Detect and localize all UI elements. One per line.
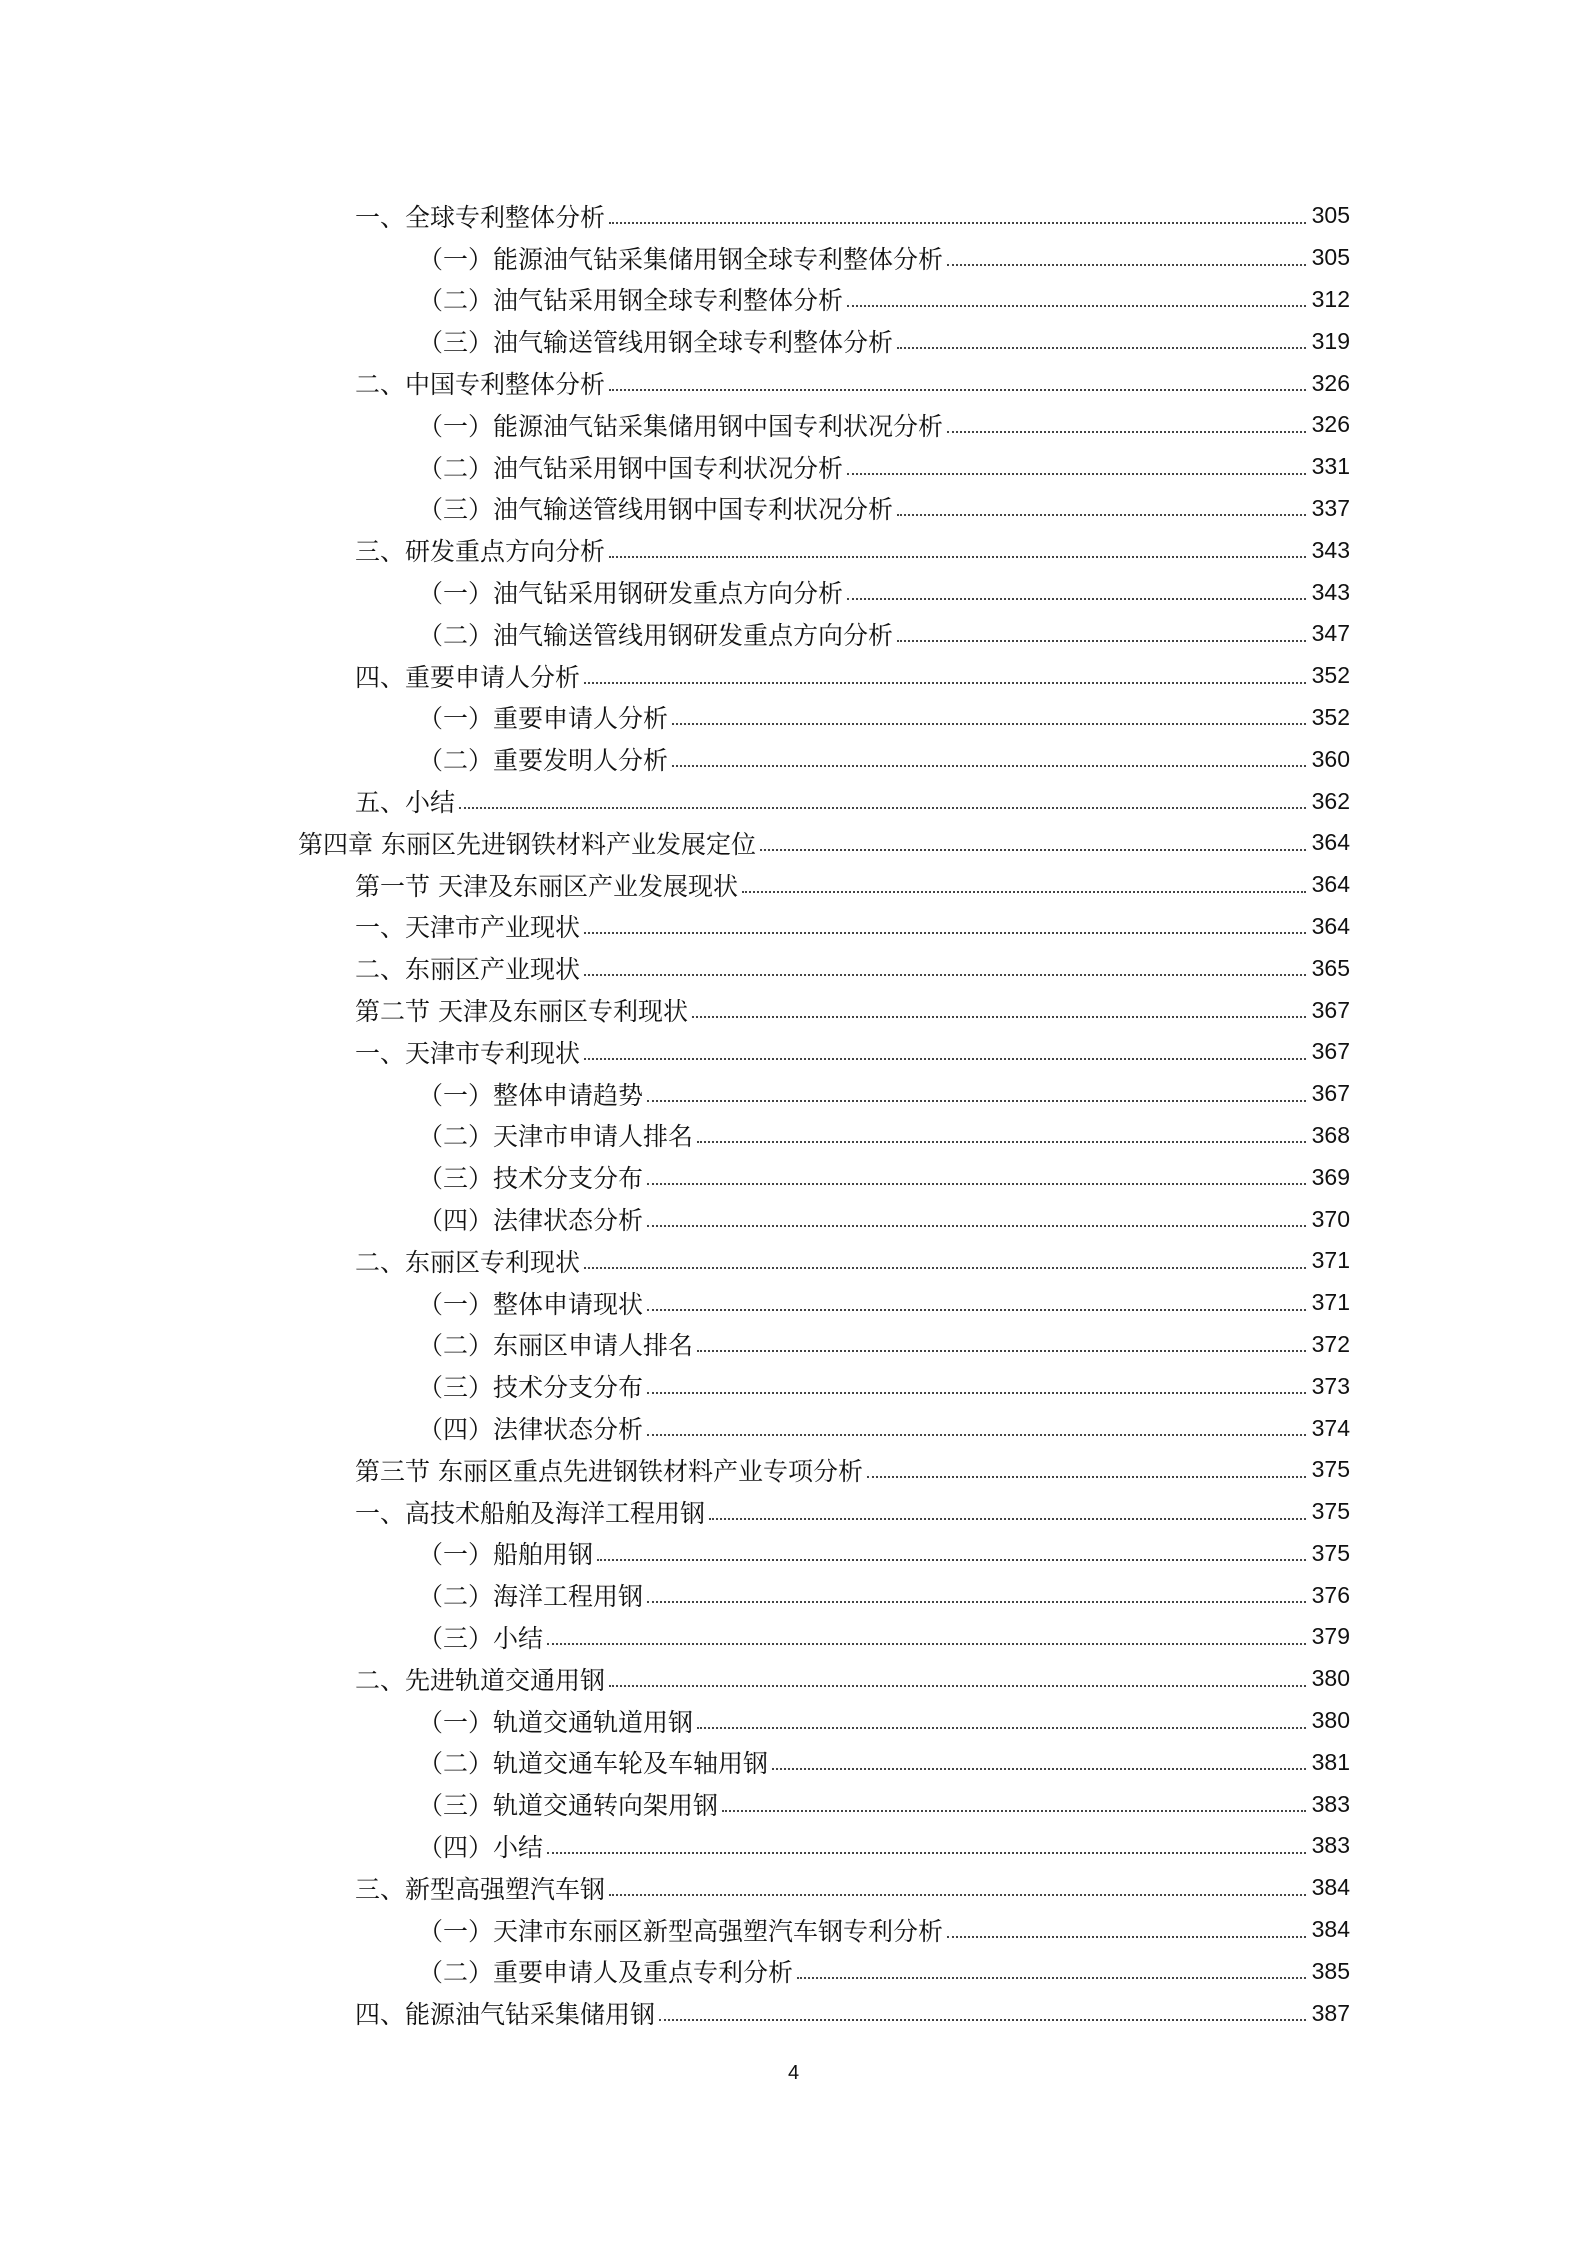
toc-entry-page-number: 331 [1311,453,1350,480]
toc-entry[interactable] [0,947,1587,989]
toc-entry-page-number: 352 [1311,662,1350,689]
toc-entry-page-number: 337 [1311,494,1350,521]
dot-leader [647,1601,1306,1603]
toc-entry-page-number: 319 [1311,327,1350,354]
toc-entry-title: （四）小结 [418,1832,544,1862]
toc-entry-page-number: 360 [1311,745,1350,772]
toc-entry[interactable] [0,279,1587,321]
toc-entry[interactable] [0,404,1587,446]
toc-entry-title: 四、重要申请人分析 [355,662,581,692]
toc-entry[interactable] [0,1783,1587,1825]
toc-entry-title: （二）重要申请人及重点专利分析 [418,1958,794,1988]
toc-entry-page-number: 385 [1311,1957,1350,1984]
toc-entry-page-number: 364 [1311,829,1350,856]
toc-entry-title: 三、研发重点方向分析 [355,537,606,567]
toc-entry[interactable] [0,1867,1587,1909]
toc-entry[interactable] [0,1324,1587,1366]
toc-entry[interactable] [0,1198,1587,1240]
dot-leader [847,473,1306,475]
toc-entry-page-number: 367 [1311,1038,1350,1065]
dot-leader [697,1727,1306,1729]
dot-leader [692,1016,1306,1018]
toc-entry-title: 第一节 天津及东丽区产业发展现状 [355,871,738,901]
toc-entry-title: 二、东丽区专利现状 [355,1247,581,1277]
toc-entry[interactable] [0,1365,1587,1407]
toc-entry[interactable] [0,1240,1587,1282]
toc-entry[interactable] [0,195,1587,237]
toc-entry-page-number: 326 [1311,411,1350,438]
toc-entry[interactable] [0,1407,1587,1449]
dot-leader [609,389,1306,391]
toc-entry-title: 第三节 东丽区重点先进钢铁材料产业专项分析 [355,1456,863,1486]
toc-entry-page-number: 364 [1311,912,1350,939]
toc-entry-title: （一）重要申请人分析 [418,704,669,734]
dot-leader [647,1434,1306,1436]
toc-entry-page-number: 381 [1311,1748,1350,1775]
toc-entry[interactable] [0,655,1587,697]
toc-entry-page-number: 347 [1311,620,1350,647]
toc-entry-title: （二）东丽区申请人排名 [418,1331,694,1361]
toc-entry[interactable] [0,1825,1587,1867]
toc-entry[interactable] [0,613,1587,655]
toc-entry-title: 四、能源油气钻采集储用钢 [355,2000,656,2030]
toc-entry-page-number: 380 [1311,1707,1350,1734]
dot-leader [847,598,1306,600]
dot-leader [584,682,1306,684]
toc-entry-title: （一）能源油气钻采集储用钢全球专利整体分析 [418,244,944,274]
dot-leader [647,1392,1306,1394]
toc-entry[interactable] [0,446,1587,488]
dot-leader [659,2019,1306,2021]
toc-entry-title: （二）重要发明人分析 [418,746,669,776]
toc-entry-page-number: 379 [1311,1623,1350,1650]
toc-entry-title: 五、小结 [355,788,456,818]
toc-entry-page-number: 387 [1311,1999,1350,2026]
toc-entry-page-number: 372 [1311,1330,1350,1357]
dot-leader [947,264,1306,266]
toc-entry[interactable] [0,237,1587,279]
toc-entry[interactable] [0,1031,1587,1073]
toc-entry-title: 一、全球专利整体分析 [355,202,606,232]
toc-entry-title: （一）轨道交通轨道用钢 [418,1707,694,1737]
dot-leader [547,1852,1306,1854]
toc-entry[interactable] [0,1616,1587,1658]
toc-entry-title: （二）海洋工程用钢 [418,1582,644,1612]
toc-entry[interactable] [0,864,1587,906]
toc-entry-page-number: 371 [1311,1247,1350,1274]
toc-entry[interactable] [0,1909,1587,1951]
toc-entry-page-number: 384 [1311,1916,1350,1943]
dot-leader [772,1768,1306,1770]
toc-entry-page-number: 365 [1311,954,1350,981]
dot-leader [609,1894,1306,1896]
toc-entry-page-number: 305 [1311,244,1350,271]
dot-leader [459,807,1306,809]
toc-entry-page-number: 370 [1311,1205,1350,1232]
dot-leader [597,1559,1306,1561]
toc-entry[interactable] [0,1156,1587,1198]
toc-entry-title: （二）油气钻采用钢中国专利状况分析 [418,453,844,483]
toc-entry[interactable] [0,488,1587,530]
toc-entry[interactable] [0,780,1587,822]
toc-entry-title: （二）油气输送管线用钢研发重点方向分析 [418,620,894,650]
toc-entry-title: （四）法律状态分析 [418,1415,644,1444]
toc-entry[interactable] [0,362,1587,404]
toc-entry[interactable] [0,1282,1587,1324]
toc-entry-title: （一）能源油气钻采集储用钢中国专利状况分析 [418,411,944,441]
dot-leader [897,514,1306,516]
toc-entry[interactable] [0,1491,1587,1533]
dot-leader [697,1141,1306,1143]
dot-leader [947,431,1306,433]
toc-entry-page-number: 305 [1311,202,1350,229]
dot-leader [897,347,1306,349]
toc-entry-page-number: 373 [1311,1372,1350,1399]
toc-entry-title: 第四章 东丽区先进钢铁材料产业发展定位 [298,829,756,859]
toc-entry-page-number: 367 [1311,1080,1350,1107]
toc-entry[interactable] [0,320,1587,362]
toc-entry-title: （二）天津市申请人排名 [418,1122,694,1152]
toc-entry-page-number: 375 [1311,1498,1350,1525]
dot-leader [897,640,1306,642]
dot-leader [867,1476,1306,1478]
toc-entry-page-number: 343 [1311,536,1350,563]
dot-leader [609,556,1306,558]
toc-entry-title: （三）油气输送管线用钢全球专利整体分析 [418,328,894,358]
toc-entry-page-number: 312 [1311,285,1350,312]
dot-leader [760,849,1306,851]
toc-entry[interactable] [0,989,1587,1031]
toc-entry-title: 第二节 天津及东丽区专利现状 [355,997,688,1027]
dot-leader [672,765,1306,767]
dot-leader [647,1183,1306,1185]
dot-leader [742,891,1306,893]
dot-leader [697,1350,1306,1352]
toc-entry-page-number: 369 [1311,1163,1350,1190]
dot-leader [609,222,1306,224]
toc-entry-page-number: 376 [1311,1581,1350,1608]
toc-entry-page-number: 352 [1311,703,1350,730]
toc-entry-page-number: 383 [1311,1790,1350,1817]
toc-entry-page-number: 375 [1311,1539,1350,1566]
toc-entry-title: 二、先进轨道交通用钢 [355,1665,606,1695]
toc-entry-page-number: 375 [1311,1456,1350,1483]
dot-leader [847,305,1306,307]
toc-entry-page-number: 380 [1311,1665,1350,1692]
toc-entry[interactable] [0,822,1587,864]
toc-entry-title: （三）技术分支分布 [418,1164,644,1194]
dot-leader [647,1309,1306,1311]
toc-entry[interactable] [0,1992,1587,2034]
toc-entry[interactable] [0,1115,1587,1157]
toc-entry[interactable] [0,1700,1587,1742]
toc-entry-title: （三）轨道交通转向架用钢 [418,1791,719,1821]
toc-entry[interactable] [0,738,1587,780]
toc-entry-page-number: 326 [1311,369,1350,396]
dot-leader [672,723,1306,725]
toc-entry-title: 一、天津市专利现状 [355,1038,581,1068]
toc-entry-title: （一）油气钻采用钢研发重点方向分析 [418,579,844,609]
dot-leader [647,1225,1306,1227]
dot-leader [547,1643,1306,1645]
toc-entry-title: 三、新型高强塑汽车钢 [355,1874,606,1904]
toc-entry-title: （四）法律状态分析 [418,1206,644,1236]
dot-leader [647,1100,1306,1102]
toc-entry-title: 一、高技术船舶及海洋工程用钢 [355,1498,706,1528]
toc-entry-page-number: 371 [1311,1289,1350,1316]
toc-entry[interactable] [0,1073,1587,1115]
toc-entry[interactable] [0,1741,1587,1783]
toc-entry-title: （二）轨道交通车轮及车轴用钢 [418,1749,769,1779]
toc-entry[interactable] [0,1574,1587,1616]
toc-entry-page-number: 383 [1311,1832,1350,1859]
dot-leader [584,974,1306,976]
toc-entry[interactable] [0,571,1587,613]
toc-entry-title: 二、中国专利整体分析 [355,370,606,400]
dot-leader [584,1058,1306,1060]
toc-entry-page-number: 368 [1311,1121,1350,1148]
toc-entry[interactable] [0,1533,1587,1575]
toc-entry-title: （三）小结 [418,1623,544,1653]
toc-entry[interactable] [0,906,1587,948]
toc-entry-page-number: 367 [1311,996,1350,1023]
toc-entry-title: （一）整体申请现状 [418,1289,644,1319]
dot-leader [584,932,1306,934]
toc-entry-title: （一）整体申请趋势 [418,1080,644,1110]
page-number: 4 [787,2062,800,2084]
toc-entry[interactable] [0,529,1587,571]
dot-leader [947,1936,1306,1938]
dot-leader [609,1685,1306,1687]
toc-entry-title: 二、东丽区产业现状 [355,955,581,985]
toc-entry[interactable] [0,1449,1587,1491]
table-of-contents [0,195,1587,2034]
dot-leader [709,1518,1306,1520]
toc-entry-title: （二）油气钻采用钢全球专利整体分析 [418,286,844,316]
toc-entry-page-number: 343 [1311,578,1350,605]
toc-entry-title: （三）技术分支分布 [418,1373,644,1403]
toc-entry[interactable] [0,1658,1587,1700]
toc-entry-title: （一）船舶用钢 [418,1540,594,1570]
toc-entry-page-number: 384 [1311,1874,1350,1901]
dot-leader [584,1267,1306,1269]
toc-entry[interactable] [0,697,1587,739]
toc-entry-title: （一）天津市东丽区新型高强塑汽车钢专利分析 [418,1916,944,1946]
dot-leader [797,1977,1306,1979]
toc-entry[interactable] [0,1950,1587,1992]
dot-leader [722,1810,1306,1812]
toc-entry-title: 一、天津市产业现状 [355,913,581,943]
toc-entry-title: （三）油气输送管线用钢中国专利状况分析 [418,495,894,525]
toc-entry-page-number: 364 [1311,871,1350,898]
toc-entry-page-number: 374 [1311,1414,1350,1441]
toc-entry-page-number: 362 [1311,787,1350,814]
